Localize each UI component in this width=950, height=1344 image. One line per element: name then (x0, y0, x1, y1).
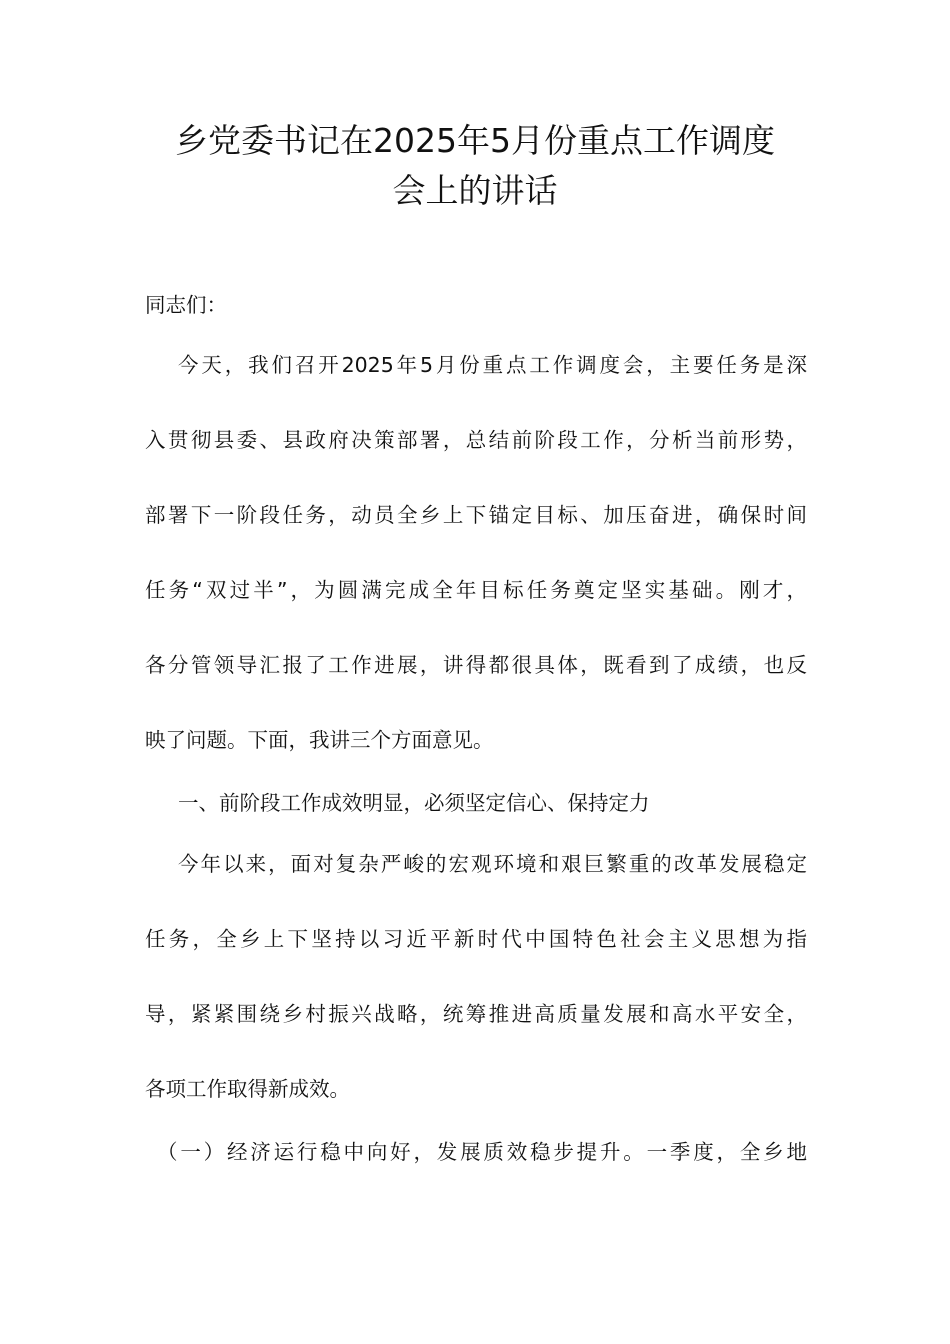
paragraph-line: 映了问题。下面，我讲三个方面意见。 (145, 728, 494, 752)
paragraph-line: 部署下一阶段任务，动员全乡上下锚定目标、加压奋进，确保时间 (145, 503, 807, 527)
paragraph-line: 今天，我们召开2025年5月份重点工作调度会，主要任务是深 (178, 353, 807, 377)
paragraph-line: 入贯彻县委、县政府决策部署，总结前阶段工作，分析当前形势， (145, 428, 807, 452)
section-heading: 一、前阶段工作成效明显，必须坚定信心、保持定力 (178, 791, 650, 815)
paragraph-line: 导，紧紧围绕乡村振兴战略，统筹推进高质量发展和高水平安全， (145, 1002, 807, 1026)
salutation: 同志们： (145, 293, 227, 317)
paragraph-line: 各分管领导汇报了工作进展，讲得都很具体，既看到了成绩，也反 (145, 653, 807, 677)
paragraph-line: 今年以来，面对复杂严峻的宏观环境和艰巨繁重的改革发展稳定 (178, 852, 807, 876)
paragraph-line: 各项工作取得新成效。 (145, 1077, 350, 1101)
paragraph-line: （一）经济运行稳中向好，发展质效稳步提升。一季度，全乡地 (157, 1140, 807, 1164)
document-title-line-1: 乡党委书记在2025年5月份重点工作调度 (175, 121, 775, 160)
document-title-line-2: 会上的讲话 (392, 171, 558, 210)
paragraph-line: 任务“双过半”，为圆满完成全年目标任务奠定坚实基础。刚才， (145, 578, 807, 602)
paragraph-line: 任务，全乡上下坚持以习近平新时代中国特色社会主义思想为指 (145, 927, 807, 951)
